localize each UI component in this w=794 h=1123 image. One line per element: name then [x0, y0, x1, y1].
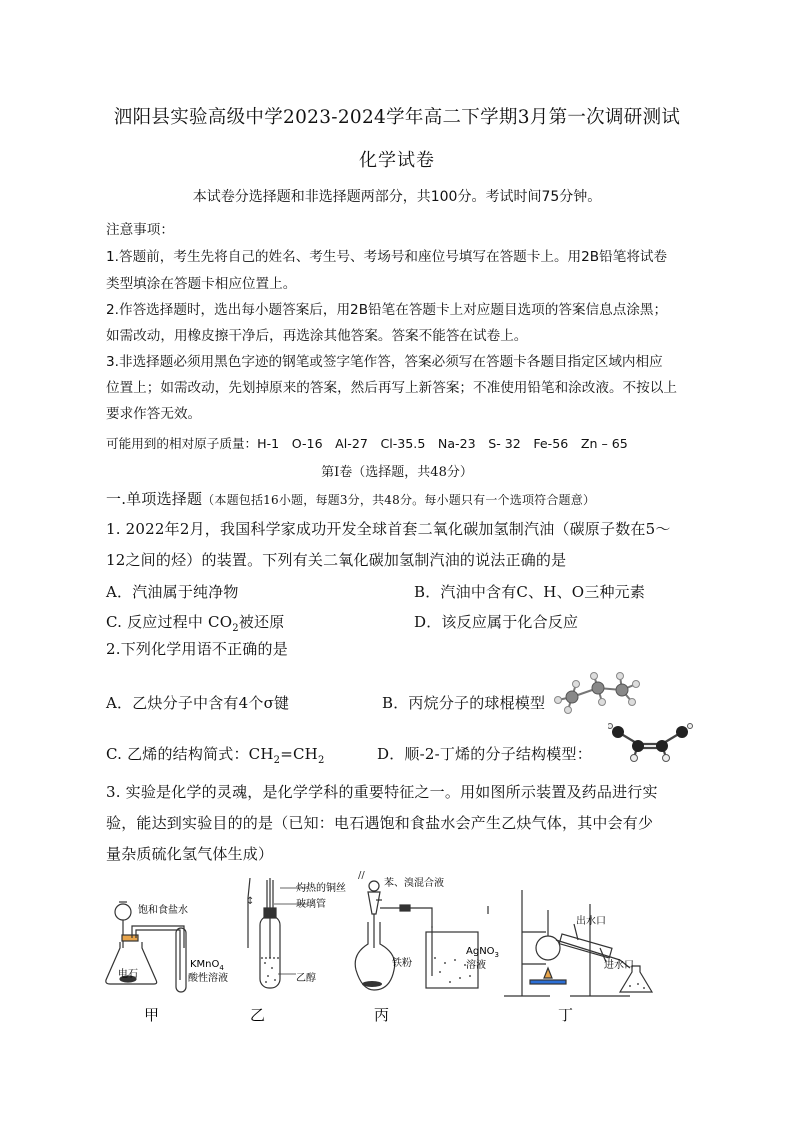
apparatus-figure — [100, 868, 700, 1028]
label-acidic-solution: 酸性溶液 — [188, 973, 228, 984]
note-line: 1.答题前，考生先将自己的姓名、考生号、考场号和座位号填写在答题卡上。用2B铅笔将试卷 — [106, 249, 668, 265]
notes-heading: 注意事项： — [106, 222, 174, 238]
q2-stem: 2.下列化学用语不正确的是 — [106, 640, 288, 658]
q1-option-b: B．汽油中含有C、H、O三种元素 — [414, 583, 646, 601]
label-calcium-carbide: 电石 — [118, 969, 138, 980]
label-saturated-brine: 饱和食盐水 — [138, 905, 188, 916]
q1-stem-line2: 12之间的烃）的装置。下列有关二氧化碳加氢制汽油的说法正确的是 — [106, 551, 567, 569]
exam-subtitle: 化学试卷 — [359, 150, 435, 171]
svg-text://: // — [358, 870, 365, 881]
cis-2-butene-model — [608, 720, 694, 764]
note-line: 2.作答选择题时，选出每小题答案后，用2B铅笔在答题卡上对应题目选项的答案信息点涂黑； — [106, 302, 668, 318]
q1-option-a: A．汽油属于纯净物 — [106, 583, 239, 601]
label-water-outlet: 出水口 — [576, 916, 606, 927]
label-agno3: AgNO$_3$ — [466, 946, 500, 959]
propane-ball-stick-model — [550, 670, 642, 716]
label-solution: 溶液 — [466, 960, 486, 971]
note-line: 类型填涂在答题卡相应位置上。 — [106, 276, 297, 292]
q3-stem-line3: 量杂质硫化氢气体生成） — [106, 845, 274, 863]
label-hot-copper-wire: 灼热的铜丝 — [296, 883, 346, 894]
exam-intro: 本试卷分选择题和非选择题两部分，共100分。考试时间75分钟。 — [192, 189, 602, 205]
label-glass-tube: 玻璃管 — [296, 899, 326, 910]
label-jia: 甲 — [144, 1006, 160, 1024]
q1-option-d: D．该反应属于化合反应 — [414, 613, 579, 631]
q1-option-c: C. 反应过程中 $CO_2$被还原 — [106, 613, 285, 634]
q2-option-c: C. 乙烯的结构简式：$CH_2=CH_2$ — [106, 745, 325, 766]
label-yi: 乙 — [250, 1006, 266, 1024]
q2-option-d: D．顺-2-丁烯的分子结构模型： — [377, 745, 592, 763]
note-line: 3.非选择题必须用黑色字迹的钢笔或签字笔作答，答案必须写在答题卡各题目指定区域内相应 — [106, 354, 663, 370]
label-kmno4: KMnO$_4$ — [190, 959, 224, 972]
label-bing: 丙 — [374, 1006, 390, 1024]
apparatus-bing — [355, 881, 478, 990]
exam-title: 泗阳县实验高级中学2023-2024学年高二下学期3月第一次调研测试 — [113, 107, 681, 128]
svg-text:↕: ↕ — [246, 896, 255, 907]
label-benzene-bromine: 苯、溴混合液 — [384, 878, 444, 889]
q1-stem-line1: 1. 2022年2月，我国科学家成功开发全球首套二氧化碳加氢制汽油（碳原子数在5～ — [106, 520, 671, 538]
atomic-masses: 可能用到的相对原子质量：H-1 O-16 Al-27 Cl-35.5 Na-23 S- 32 Fe-56 Zn – 65 — [106, 436, 628, 451]
label-ding: 丁 — [558, 1006, 574, 1024]
label-ethanol: 乙醇 — [296, 973, 316, 984]
part-note: （本题包括16小题，每题3分，共48分。每小题只有一个选项符合题意） — [202, 493, 596, 507]
note-line: 如需改动，用橡皮擦干净后，再选涂其他答案。答案不能答在试卷上。 — [106, 328, 528, 344]
note-line: 位置上；如需改动，先划掉原来的答案，然后再写上新答案；不准使用铅笔和涂改液。不按以上 — [106, 380, 677, 396]
q2-option-a: A．乙炔分子中含有4个σ键 — [106, 694, 290, 712]
note-line: 要求作答无效。 — [106, 406, 202, 422]
q2-option-b: B．丙烷分子的球棍模型 — [382, 694, 546, 712]
part-header — [106, 488, 595, 509]
apparatus-ding — [488, 890, 652, 996]
part-label: 一.单项选择题 — [106, 490, 203, 508]
label-water-inlet: 进水口 — [604, 960, 634, 971]
section-title: 第Ⅰ卷（选择题，共48分） — [321, 465, 473, 480]
q3-stem-line2: 验，能达到实验目的的是（已知：电石遇饱和食盐水会产生乙炔气体，其中会有少 — [106, 814, 654, 832]
apparatus-yi — [248, 878, 308, 988]
label-iron-powder: 铁粉 — [392, 958, 412, 969]
q3-stem-line1: 3. 实验是化学的灵魂，是化学学科的重要特征之一。用如图所示装置及药品进行实 — [106, 783, 658, 801]
